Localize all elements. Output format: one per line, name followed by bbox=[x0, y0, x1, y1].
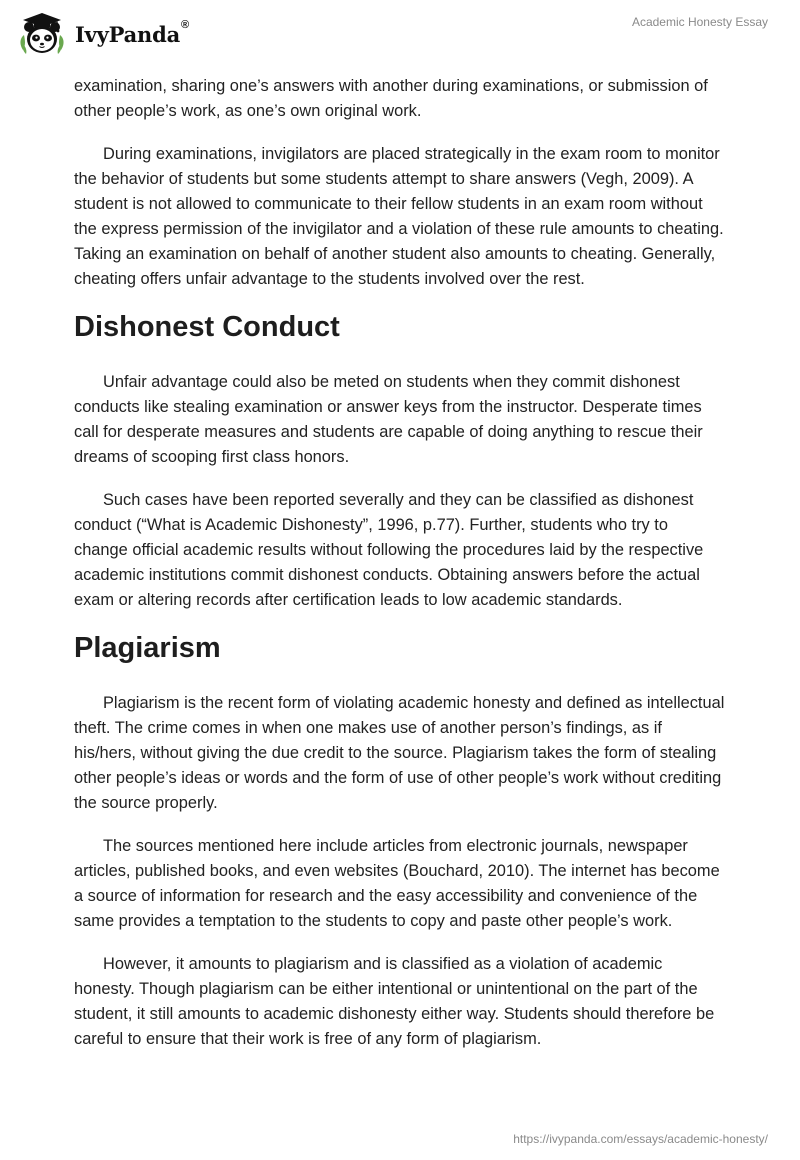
essay-body bbox=[74, 74, 726, 1070]
heading-plagiarism: Plagiarism bbox=[74, 632, 221, 664]
brand-logo[interactable] bbox=[17, 10, 189, 58]
paragraph-plagiarism-conclusion: However, it amounts to plagiarism and is classified as a violation of academic honesty. Though plagiarism can be either intentional or unintentional on the part of the student, it still amounts to academic dishonesty either way. Students should therefore be careful to ensure that their work is free of any form of plagiarism. bbox=[74, 955, 715, 1048]
panda-graduate-icon bbox=[17, 10, 67, 58]
page-header bbox=[0, 0, 800, 70]
paragraph-invigilators: During examinations, invigilators are placed strategically in the exam room to monitor the behavior of students but some students attempt to share answers (Vegh, 2009). A student is not allowed to communicate to their fellow students in an exam room without the express permission of the invigilator and a violation of these rule amounts to cheating. Taking an examination on behalf of another student also amounts to cheating. Generally, cheating offers unfair advantage to the students involved over the rest. bbox=[74, 145, 724, 288]
registered-mark: ® bbox=[181, 18, 189, 31]
heading-dishonest-conduct: Dishonest Conduct bbox=[74, 311, 340, 343]
document-title: Academic Honesty Essay bbox=[631, 15, 768, 29]
brand-name: IvyPanda® bbox=[75, 18, 189, 47]
paragraph-plagiarism-definition: Plagiarism is the recent form of violating academic honesty and defined as intellectual theft. The crime comes in when one makes use of another person’s findings, as if his/hers, without giving the due credit to the source. Plagiarism takes the form of stealing other people’s ideas or words and the form of use of other people’s work without crediting the source properly. bbox=[74, 694, 725, 812]
paragraph-dishonest-cases: Such cases have been reported severally and they can be classified as dishonest conduct (“What is Academic Dishonesty”, 1996, p.77). Further, students who try to change official academic results without following the procedures laid by the respective academic institutions commit dishonest conducts. Obtaining answers before the actual exam or altering records after certification leads to low academic standards. bbox=[74, 491, 704, 609]
source-url[interactable]: https://ivypanda.com/essays/academic-honesty/ bbox=[513, 1132, 768, 1146]
paragraph-continuation: examination, sharing one’s answers with another during examinations, or submission of other people’s work, as one’s own original work. bbox=[74, 77, 708, 120]
paragraph-unfair-advantage: Unfair advantage could also be meted on students when they commit dishonest conducts like stealing examination or answer keys from the instructor. Desperate times call for desperate measures and students are capable of doing anything to rescue their dreams of scooping first class honors. bbox=[74, 373, 703, 466]
paragraph-plagiarism-sources: The sources mentioned here include articles from electronic journals, newspaper articles, published books, and even websites (Bouchard, 2010). The internet has become a source of information for research and the easy accessibility and convenience of the same provides a temptation to the students to copy and paste other people’s work. bbox=[74, 837, 720, 930]
